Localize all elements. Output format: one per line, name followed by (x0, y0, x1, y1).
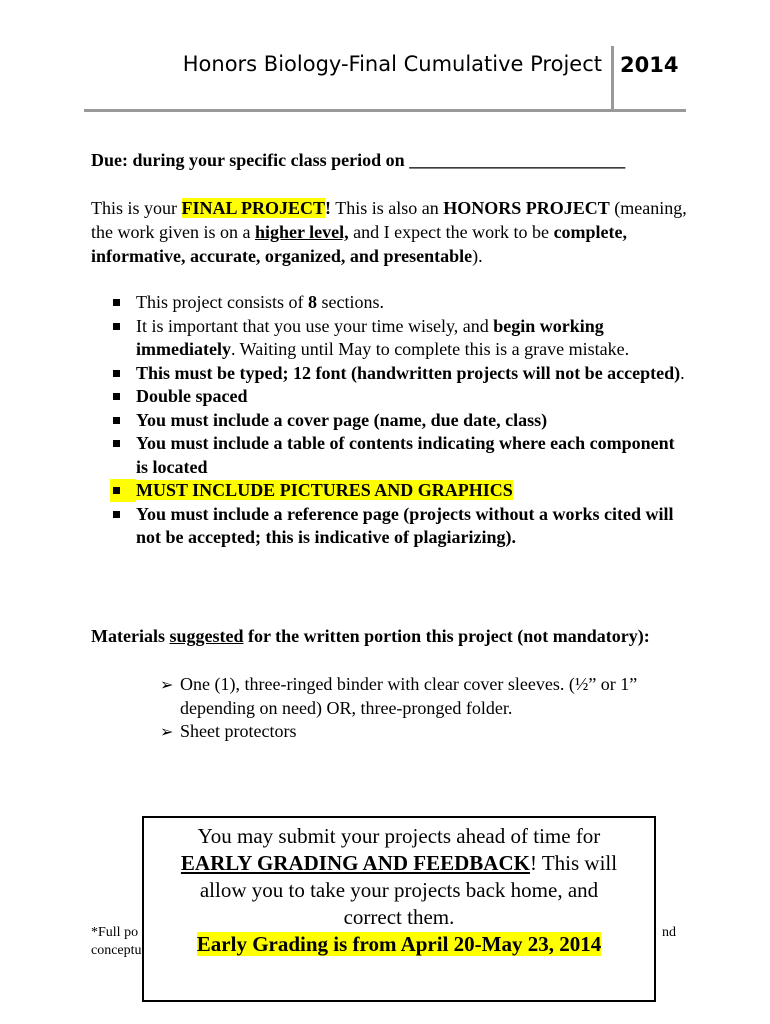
callout-text: correct them. (343, 905, 455, 929)
intro-text: ). (472, 246, 483, 266)
callout-text (144, 850, 654, 877)
item-emphasis: You must include a cover page (name, due date, class) (136, 409, 548, 430)
list-item-highlighted (110, 479, 690, 503)
materials-heading (91, 625, 651, 649)
section-count: 8 (307, 292, 317, 312)
due-date-line (91, 150, 625, 171)
early-grading-dates: Early Grading is from April 20-May 23, 2014 (196, 932, 602, 956)
intro-text: and I expect the work to be (348, 222, 554, 242)
callout-text: ! This will (529, 851, 618, 875)
early-grading-callout (142, 816, 656, 1002)
bullet-icon (113, 511, 120, 518)
list-item (160, 720, 680, 744)
bullet-icon (113, 323, 120, 330)
document-year: 2014 (620, 53, 679, 77)
footnote-text: conceptu (91, 943, 142, 958)
footnote-text: *Full po (91, 925, 139, 940)
materials-list (160, 673, 680, 744)
heading-text: for the written portion this project (not mandatory): (243, 626, 650, 646)
honors-project-text: HONORS PROJECT (443, 198, 610, 218)
item-emphasis: You must include a table of contents indicating where each component is located (136, 433, 675, 477)
bullet-icon (113, 417, 120, 424)
list-item (160, 673, 680, 720)
bullet-icon (113, 393, 120, 400)
list-item (110, 409, 690, 433)
header-rule (84, 109, 686, 112)
callout-text: You may submit your projects ahead of time for (197, 824, 601, 848)
intro-text: This is your (91, 198, 182, 218)
list-item (110, 291, 690, 315)
bullet-icon (113, 487, 120, 494)
page-header (84, 46, 686, 112)
item-text: . Waiting until May to complete this is a grave mistake. (230, 339, 630, 359)
intro-exclaim: ! (325, 198, 332, 218)
item-text: sections. (316, 292, 384, 312)
bullet-icon (113, 299, 120, 306)
list-item (110, 432, 690, 479)
due-blank: ________________________ (409, 150, 626, 170)
arrow-bullet-icon: ➢ (160, 722, 174, 741)
list-item (110, 503, 690, 550)
list-item (110, 362, 690, 386)
item-emphasis: begin working immediately (136, 315, 604, 359)
item-text: One (1), three-ringed binder with clear cover sleeves. (½” or 1” depending on need) OR, three-pronged folder. (180, 674, 638, 718)
intro-text: (meaning, the work given is on a (91, 198, 687, 242)
bullet-icon (113, 370, 120, 377)
intro-text: This is also an (331, 198, 444, 218)
list-item (110, 385, 690, 409)
footnote-text: nd (662, 925, 676, 940)
document-title: Honors Biology-Final Cumulative Project (182, 52, 602, 76)
callout-text: allow you to take your projects back home, and (199, 878, 599, 902)
item-emphasis: You must include a reference page (projects without a works cited will not be accepted; this is indicative of plagiarizing). (136, 503, 674, 547)
bullet-icon (113, 440, 120, 447)
item-text: This project consists of (136, 292, 308, 312)
due-label: Due: during your specific class period on (91, 150, 405, 170)
item-emphasis: MUST INCLUDE PICTURES AND GRAPHICS (136, 480, 513, 500)
item-emphasis: Double spaced (136, 386, 248, 406)
item-text: It is important that you use your time wisely, and (136, 315, 494, 336)
arrow-bullet-icon: ➢ (160, 675, 174, 694)
list-item (110, 315, 690, 362)
header-divider (611, 46, 614, 110)
early-grading-emphasis: EARLY GRADING AND FEEDBACK (180, 851, 530, 875)
final-project-highlight: FINAL PROJECT (181, 198, 326, 218)
item-text: . (680, 362, 685, 383)
higher-level-text: higher level, (254, 222, 349, 242)
heading-underlined: suggested (169, 626, 244, 646)
quality-criteria: complete, informative, accurate, organized, and presentable (91, 222, 628, 266)
item-emphasis: This must be typed; 12 font (handwritten projects will not be accepted) (136, 362, 681, 383)
intro-paragraph (91, 196, 691, 268)
item-text: Sheet protectors (180, 721, 297, 741)
heading-text: Materials (91, 626, 170, 646)
requirements-list (110, 291, 690, 550)
